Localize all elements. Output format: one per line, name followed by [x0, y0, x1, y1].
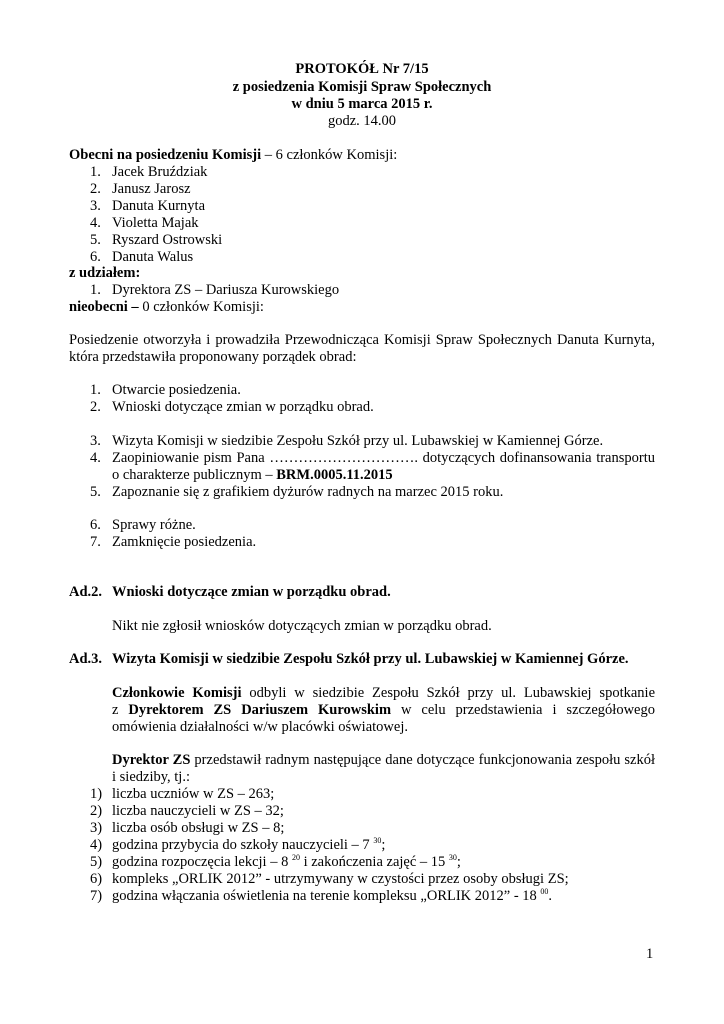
member-name: Danuta Kurnyta: [112, 198, 206, 214]
list-number: 1): [90, 786, 103, 802]
agenda-item: Zamknięcie posiedzenia.: [112, 534, 257, 550]
agenda-item: Wizyta Komisji w siedzibie Zespołu Szkół przy ul. Lubawskiej w Kamiennej Górze.: [112, 433, 604, 449]
paragraph-line: i siedziby, tj.:: [112, 769, 190, 785]
agenda-number: 5.: [90, 484, 101, 500]
agenda-item: Otwarcie posiedzenia.: [112, 382, 241, 398]
document-title: PROTOKÓŁ Nr 7/15: [295, 61, 429, 77]
list-item: godzina włączania oświetlenia na terenie kompleksu „ORLIK 2012” - 18 $^{00}$.: [112, 887, 553, 904]
agenda-item: Zapoznanie się z grafikiem dyżurów radnych na marzec 2015 roku.: [112, 484, 504, 500]
paragraph-line: omówienia działalności w/w placówki oświatowej.: [112, 719, 408, 735]
meeting-date: w dniu 5 marca 2015 r.: [291, 96, 433, 112]
section-number: Ad.3.: [69, 651, 103, 667]
member-name: Jacek Bruździak: [112, 164, 208, 180]
document-subtitle: z posiedzenia Komisji Spraw Społecznych: [232, 79, 492, 95]
member-name: Danuta Walus: [112, 249, 194, 265]
present-heading: Obecni na posiedzeniu Komisji – 6 członków Komisji:: [69, 147, 398, 163]
member-number: 3.: [90, 198, 101, 214]
section-number: Ad.2.: [69, 584, 103, 600]
agenda-number: 7.: [90, 534, 101, 550]
intro-line-2: która przedstawiła proponowany porządek obrad:: [69, 349, 357, 365]
list-number: 2): [90, 803, 103, 819]
list-item: liczba nauczycieli w ZS – 32;: [112, 803, 284, 819]
page-number: 1: [646, 946, 654, 962]
member-name: Ryszard Ostrowski: [112, 232, 223, 248]
list-item: kompleks „ORLIK 2012” - utrzymywany w czystości przez osoby obsługi ZS;: [112, 871, 569, 887]
agenda-number: 4.: [90, 450, 101, 466]
paragraph-line: Dyrektor ZS przedstawił radnym następujące dane dotyczące funkcjonowania zespołu szkół: [112, 752, 655, 768]
list-number: 4): [90, 837, 103, 853]
member-name: Violetta Majak: [112, 215, 199, 231]
list-number: 7): [90, 888, 103, 904]
agenda-number: 3.: [90, 433, 101, 449]
section-heading: Wnioski dotyczące zmian w porządku obrad.: [112, 584, 391, 600]
list-item: liczba osób obsługi w ZS – 8;: [112, 820, 285, 836]
member-number: 4.: [90, 215, 101, 231]
member-number: 5.: [90, 232, 101, 248]
agenda-item-continuation: o charakterze publicznym – BRM.0005.11.2015: [112, 467, 393, 483]
agenda-number: 2.: [90, 399, 101, 415]
section-text: Nikt nie zgłosił wniosków dotyczących zmian w porządku obrad.: [112, 618, 492, 634]
agenda-number: 1.: [90, 382, 101, 398]
member-number: 6.: [90, 249, 101, 265]
member-number: 2.: [90, 181, 101, 197]
list-number: 5): [90, 854, 103, 870]
list-item: liczba uczniów w ZS – 263;: [112, 786, 275, 802]
guest-number: 1.: [90, 282, 101, 298]
meeting-time: godz. 14.00: [327, 113, 397, 129]
member-number: 1.: [90, 164, 101, 180]
agenda-number: 6.: [90, 517, 101, 533]
list-item: godzina rozpoczęcia lekcji – 8 $^{20}$ i zakończenia zajęć – 15 $^{30}$;: [112, 853, 461, 870]
agenda-item: Wnioski dotyczące zmian w porządku obrad.: [112, 399, 374, 415]
agenda-item: Zaopiniowanie pism Pana …………………………. dotyczących dofinansowania transportu: [112, 450, 655, 466]
guest-name: Dyrektora ZS – Dariusza Kurowskiego: [112, 282, 340, 298]
list-number: 6): [90, 871, 103, 887]
member-name: Janusz Jarosz: [112, 181, 191, 197]
paragraph-line: z Dyrektorem ZS Dariuszem Kurowskim w celu przedstawienia i szczegółowego: [112, 702, 655, 718]
guests-heading: z udziałem:: [69, 265, 141, 281]
list-number: 3): [90, 820, 103, 836]
intro-line-1: Posiedzenie otworzyła i prowadziła Przewodnicząca Komisji Spraw Społecznych Danuta Kurnyta,: [69, 332, 655, 348]
absent-heading: nieobecni – 0 członków Komisji:: [69, 299, 264, 315]
list-item: godzina przybycia do szkoły nauczycieli – 7 $^{30}$;: [112, 836, 386, 853]
agenda-item: Sprawy różne.: [112, 517, 196, 533]
section-heading: Wizyta Komisji w siedzibie Zespołu Szkół przy ul. Lubawskiej w Kamiennej Górze.: [112, 651, 629, 667]
paragraph-line: Członkowie Komisji odbyli w siedzibie Zespołu Szkół przy ul. Lubawskiej spotkanie: [112, 685, 656, 701]
